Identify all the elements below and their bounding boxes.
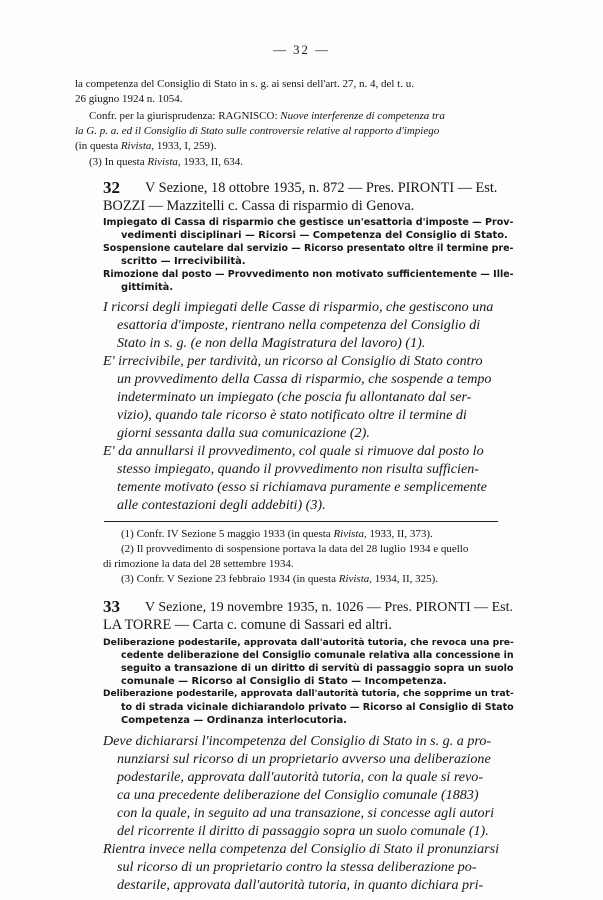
note-line: (3) In questa Rivista, 1933, II, 634. — [89, 156, 243, 168]
body-line: Rientra invece nella competenza del Consiglio di Stato il pronunziarsi — [103, 841, 500, 857]
summary-line: Deliberazione podestarile, approvata dall'autorità tutoria, che revoca una pre- — [103, 637, 514, 648]
body-line: E' da annullarsi il provvedimento, col quale si rimuove dal posto lo — [103, 443, 484, 459]
summary-line: comunale — Ricorso al Consiglio di Stato — Incompetenza. — [121, 676, 447, 687]
footnote-line: di rimozione la data del 28 settembre 1934. — [103, 558, 294, 570]
note-line: 26 giugno 1924 n. 1054. — [75, 93, 183, 105]
note-line: Confr. per la giurisprudenza: RAGNISCO: Nuove interferenze di competenza tra — [89, 110, 445, 122]
body-line: temente motivato (esso si richiamava puramente e semplicemente — [117, 479, 487, 495]
footnote-divider — [104, 521, 498, 522]
summary-line: vedimenti disciplinari — Ricorsi — Competenza del Consiglio di Stato. — [121, 230, 508, 241]
body-line: destarile, approvata dall'autorità tutoria, in quanto dichiara pri- — [117, 877, 484, 893]
footnote-line: (2) Il provvedimento di sospensione portava la data del 28 luglio 1934 e quello — [121, 543, 469, 555]
body-line: E' irrecivibile, per tardività, un ricorso al Consiglio di Stato contro — [103, 353, 483, 369]
body-line: vizio), quando tale ricorso è stato notificato oltre il termine di — [117, 407, 467, 423]
summary-line: Rimozione dal posto — Provvedimento non motivato sufficientemente — Ille- — [103, 269, 514, 280]
summary-line: Sospensione cautelare dal servizio — Ricorso presentato oltre il termine pre- — [103, 243, 514, 254]
body-line: esattoria d'imposte, rientrano nella competenza del Consiglio di — [117, 317, 481, 333]
summary-line: gittimità. — [121, 282, 174, 293]
body-line: un provvedimento della Cassa di risparmio, che sospende a tempo — [117, 371, 492, 387]
body-line: alle contestazioni degli addebiti) (3). — [117, 497, 326, 513]
body-line: con la quale, in seguito ad una transazione, si concesse agli autori — [117, 805, 494, 821]
note-line: la competenza del Consiglio di Stato in s. g. ai sensi dell'art. 27, n. 4, del t. u. — [75, 78, 414, 90]
body-line: I ricorsi degli impiegati delle Casse di risparmio, che gestiscono una — [103, 299, 494, 315]
summary-line: seguito a transazione di un diritto di servitù di passaggio sopra un suolo — [121, 663, 514, 674]
case-heading: V Sezione, 18 ottobre 1935, n. 872 — Pres. PIRONTI — Est. — [145, 180, 498, 196]
footnote-line: (1) Confr. IV Sezione 5 maggio 1933 (in questa Rivista, 1933, II, 373). — [121, 528, 433, 540]
summary-line: cedente deliberazione del Consiglio comunale relativa alla concessione in — [121, 650, 514, 661]
body-line: Deve dichiararsi l'incompetenza del Consiglio di Stato in s. g. a pro- — [103, 733, 492, 749]
case-heading: BOZZI — Mazzitelli c. Cassa di risparmio di Genova. — [103, 198, 415, 214]
note-line: (in questa Rivista, 1933, I, 259). — [75, 140, 217, 152]
summary-line: Deliberazione podestarile, approvata dall'autorità tutoria, che sopprime un trat- — [103, 689, 514, 699]
summary-line: Impiegato di Cassa di risparmio che gestisce un'esattoria d'imposte — Prov- — [103, 217, 514, 228]
body-line: podestarile, approvata dall'autorità tutoria, con la quale si revo- — [117, 769, 484, 785]
body-line: ca una precedente deliberazione del Consiglio comunale (1883) — [117, 787, 479, 803]
body-line: Stato in s. g. (e non della Magistratura del lavoro) (1). — [117, 335, 426, 351]
page-number: — 32 — — [273, 43, 330, 57]
body-line: stesso impiegato, quando il provvedimento non risulta sufficien- — [117, 461, 479, 477]
case-heading: LA TORRE — Carta c. comune di Sassari ed altri. — [103, 617, 392, 633]
note-line: la G. p. a. ed il Consiglio di Stato sulle controversie relative al rapporto d'impiego — [75, 125, 440, 137]
case-heading: V Sezione, 19 novembre 1935, n. 1026 — Pres. PIRONTI — Est. — [145, 600, 513, 615]
case-number: 32 — [103, 178, 120, 197]
body-line: nunziarsi sul ricorso di un proprietario avverso una deliberazione — [117, 751, 491, 767]
footnote-line: (3) Confr. V Sezione 23 febbraio 1934 (in questa Rivista, 1934, II, 325). — [121, 573, 439, 585]
body-line: giorni sessanta dalla sua comunicazione (2). — [117, 425, 370, 441]
body-line: indeterminato un impiegato (che poscia fu allontanato dal ser- — [117, 389, 472, 405]
case-number: 33 — [103, 597, 120, 616]
body-line: del ricorrente il diritto di passaggio sopra un suolo comunale (1). — [117, 823, 489, 839]
summary-line: to di strada vicinale dichiarandolo privato — Ricorso al Consiglio di Stato — [121, 702, 514, 713]
summary-line: Competenza — Ordinanza interlocutoria. — [121, 715, 347, 726]
body-line: sul ricorso di un proprietario contro la stessa deliberazione po- — [117, 859, 477, 875]
summary-line: scritto — Irrecivibilità. — [121, 256, 246, 267]
